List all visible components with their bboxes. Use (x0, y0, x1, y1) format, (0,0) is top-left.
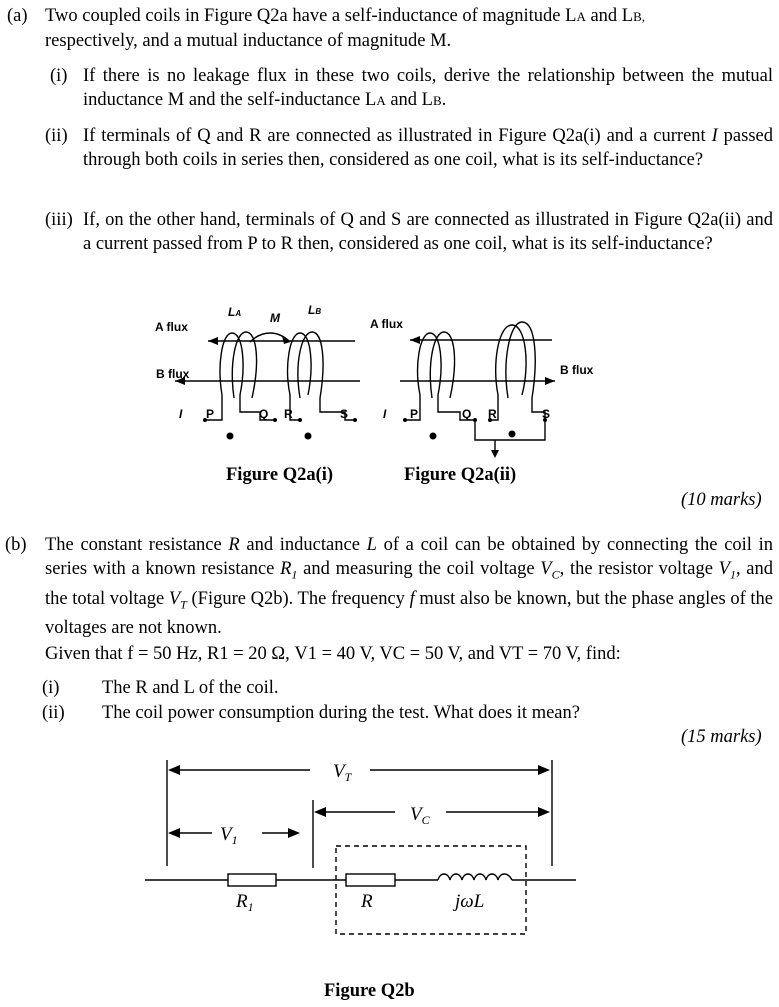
jwl-label: jωL (455, 891, 485, 912)
p-label-ii: P (410, 407, 419, 421)
resistor-r (346, 874, 395, 886)
part-b-item-i-text: The R and L of the coil. (102, 678, 279, 698)
resistor-r1 (228, 874, 276, 886)
coil-dashed-box (336, 846, 526, 934)
r1-label: $R_1$ (236, 891, 254, 914)
b-flux-label-ii: B flux (560, 363, 594, 377)
part-a-marks: (10 marks) (681, 490, 762, 510)
part-b-item-ii-label: (ii) (42, 703, 65, 723)
part-b-paragraph: The constant resistance R and inductance L of a coil can be obtained by connecting the coil in series with a known resistance $R_1$ and measuring the coil voltage $V_C$, the resistor voltage $V_1$, and the total voltage $V_T$ (Figure Q2b). The frequency f must also be known, but the phase angles of the voltages are not known. (45, 535, 774, 639)
part-a-item-iii-label: (iii) (45, 210, 73, 230)
b-flux-label-i: B flux (156, 367, 190, 381)
figure-q2a-i-caption: Figure Q2a(i) (226, 465, 334, 485)
a-flux-label-i: A flux (155, 320, 188, 334)
la-label: LA (228, 305, 242, 319)
q-label-ii: Q (462, 407, 472, 421)
inductor-coil (438, 874, 512, 880)
r-label: R (361, 891, 373, 912)
part-a-intro-line2: respectively, and a mutual inductance of magnitude M. (45, 31, 452, 51)
part-b-marks: (15 marks) (681, 727, 762, 747)
i-label-i: I (179, 407, 183, 421)
r-label-i: R (284, 407, 293, 421)
part-b-item-i-label: (i) (42, 678, 60, 698)
part-a-item-ii-text: If terminals of Q and R are connected as illustrated in Figure Q2a(i) and a current I passed through both coils in series then, considered as one coil, what is its self-inductance? (83, 126, 773, 170)
part-a-item-iii-text: If, on the other hand, terminals of Q and S are connected as illustrated in Figure Q2a(ii) and a current passed from P to R then, considered as one coil, what is its self-inductance? (83, 210, 773, 254)
vt-label: $V_T$ (333, 761, 352, 784)
lb-label: LB (308, 303, 322, 317)
figure-q2b-caption: Figure Q2b (324, 981, 415, 1001)
vc-label: $V_C$ (410, 804, 430, 827)
part-a-label: (a) (7, 6, 28, 26)
part-a-intro: Two coupled coils in Figure Q2a have a self-inductance of magnitude LA and LB, (45, 6, 646, 26)
p-label-i: P (206, 407, 215, 421)
v1-label: $V_1$ (220, 824, 238, 847)
r-label-ii: R (488, 407, 497, 421)
s-label-ii: S (542, 407, 551, 421)
i-label-ii: I (383, 407, 387, 421)
figure-q2a-ii-caption: Figure Q2a(ii) (404, 465, 517, 485)
part-b-given: Given that f = 50 Hz, R1 = 20 Ω, V1 = 40 V, VC = 50 V, and VT = 70 V, find: (45, 644, 621, 664)
s-label-i: S (340, 407, 349, 421)
part-a-item-ii-label: (ii) (45, 126, 68, 146)
a-flux-label-ii: A flux (370, 317, 403, 331)
part-a-item-i-label: (i) (50, 66, 68, 86)
q-label-i: Q (259, 407, 269, 421)
m-label: M (270, 311, 280, 325)
part-a-item-i-text: If there is no leakage flux in these two coils, derive the relationship between the mutual inductance M and the self-inductance LA and LB. (83, 66, 773, 110)
part-b-item-ii-text: The coil power consumption during the test. What does it mean? (102, 703, 580, 723)
part-b-label: (b) (5, 535, 27, 555)
